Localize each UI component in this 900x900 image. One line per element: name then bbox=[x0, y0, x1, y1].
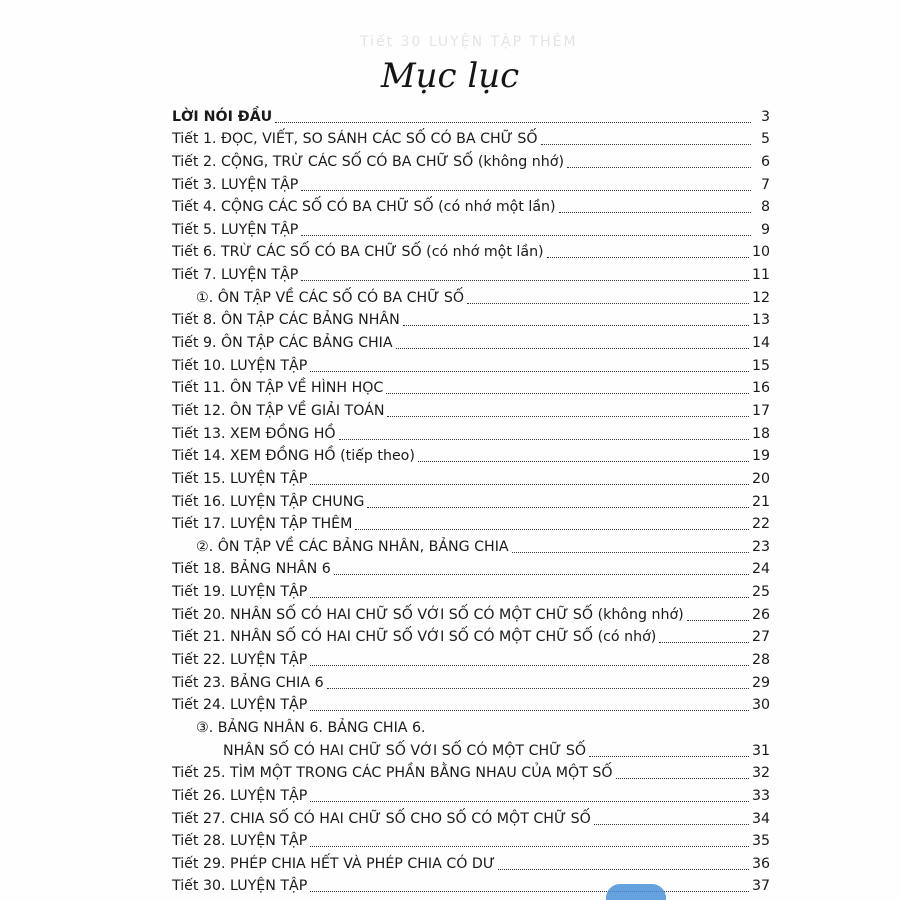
dot-leader bbox=[387, 416, 749, 417]
toc-page-number: 20 bbox=[751, 470, 770, 487]
dot-leader bbox=[559, 212, 751, 213]
toc-entry bbox=[172, 511, 770, 534]
toc-entry-label: LỜI NÓI ĐẦU bbox=[172, 108, 273, 125]
dot-leader bbox=[386, 393, 749, 394]
dot-leader bbox=[567, 167, 751, 168]
dot-leader bbox=[327, 688, 749, 689]
toc-entry-label: Tiết 30. LUYỆN TẬP bbox=[172, 878, 308, 895]
dot-leader bbox=[687, 620, 749, 621]
toc-entry-label: Tiết 16. LUYỆN TẬP CHUNG bbox=[172, 493, 365, 510]
toc-page-number: 18 bbox=[751, 425, 770, 442]
dot-leader bbox=[418, 461, 749, 462]
toc-entry-label: Tiết 2. CỘNG, TRỪ CÁC SỐ CÓ BA CHỮ SỐ (không nhớ) bbox=[172, 153, 564, 170]
toc-page-number: 12 bbox=[751, 289, 770, 306]
toc-entry bbox=[172, 782, 770, 805]
toc-entry bbox=[172, 239, 770, 262]
toc-page-number: 13 bbox=[751, 312, 770, 329]
toc-entry-label: Tiết 17. LUYỆN TẬP THÊM bbox=[172, 516, 353, 533]
toc-page-number: 7 bbox=[760, 176, 770, 193]
toc-section-entry bbox=[172, 714, 770, 737]
toc-page-number: 35 bbox=[751, 833, 770, 850]
toc-entry-label: Tiết 13. XEM ĐỒNG HỒ bbox=[172, 425, 336, 442]
toc-entry bbox=[172, 828, 770, 851]
page-title: Mục lục bbox=[380, 56, 520, 96]
toc-entry-label: Tiết 20. NHÂN SỐ CÓ HAI CHỮ SỐ VỚI SỐ CÓ MỘT CHỮ SỐ (không nhớ) bbox=[172, 606, 684, 623]
toc-page-number: 29 bbox=[751, 674, 770, 691]
toc-page-number: 14 bbox=[751, 335, 770, 352]
toc-entry bbox=[172, 850, 770, 873]
toc-entry bbox=[172, 646, 770, 669]
toc-page-number: 31 bbox=[751, 742, 770, 759]
toc-page-number: 25 bbox=[751, 584, 770, 601]
toc-entry bbox=[172, 397, 770, 420]
dot-leader bbox=[301, 280, 749, 281]
toc-entry bbox=[172, 624, 770, 647]
toc-entry bbox=[172, 216, 770, 239]
dot-leader bbox=[367, 507, 749, 508]
toc-entry bbox=[172, 578, 770, 601]
toc-entry-label: Tiết 28. LUYỆN TẬP bbox=[172, 833, 308, 850]
toc-entry bbox=[172, 465, 770, 488]
dot-leader bbox=[334, 574, 749, 575]
toc-page-number: 36 bbox=[751, 855, 770, 872]
dot-leader bbox=[301, 235, 751, 236]
toc-section-entry bbox=[172, 284, 770, 307]
toc-entry bbox=[172, 261, 770, 284]
toc-entry bbox=[172, 352, 770, 375]
toc-page-number: 32 bbox=[751, 765, 770, 782]
toc-entry-label: Tiết 19. LUYỆN TẬP bbox=[172, 584, 308, 601]
toc-entry bbox=[172, 805, 770, 828]
toc-entry bbox=[172, 556, 770, 579]
bleed-through-text: Tiết 30 LUYỆN TẬP THÊM bbox=[360, 34, 578, 50]
toc-page-number: 34 bbox=[751, 810, 770, 827]
toc-page-number: 10 bbox=[751, 244, 770, 261]
toc-entry bbox=[172, 307, 770, 330]
toc-page-number: 6 bbox=[760, 153, 770, 170]
dot-leader bbox=[310, 891, 749, 892]
dot-leader bbox=[659, 642, 749, 643]
toc-page-number: 8 bbox=[760, 199, 770, 216]
toc-entry-label: Tiết 14. XEM ĐỒNG HỒ (tiếp theo) bbox=[172, 448, 415, 465]
toc-entry bbox=[172, 873, 770, 896]
toc-entry bbox=[172, 760, 770, 783]
dot-leader bbox=[616, 778, 749, 779]
toc-page-number: 22 bbox=[751, 516, 770, 533]
table-of-contents bbox=[172, 103, 770, 895]
dot-leader bbox=[498, 869, 749, 870]
toc-entry bbox=[172, 692, 770, 715]
dot-leader bbox=[310, 846, 749, 847]
toc-entry bbox=[172, 148, 770, 171]
toc-page-number: 11 bbox=[751, 267, 770, 284]
toc-entry-label: Tiết 6. TRỪ CÁC SỐ CÓ BA CHỮ SỐ (có nhớ một lần) bbox=[172, 244, 544, 261]
toc-entry-label: Tiết 15. LUYỆN TẬP bbox=[172, 470, 308, 487]
dot-leader bbox=[589, 756, 749, 757]
toc-entry-label: Tiết 29. PHÉP CHIA HẾT VÀ PHÉP CHIA CÓ DƯ bbox=[172, 855, 495, 872]
toc-entry-label: Tiết 26. LUYỆN TẬP bbox=[172, 787, 308, 804]
toc-entry-label: Tiết 7. LUYỆN TẬP bbox=[172, 267, 299, 284]
toc-entry-label: Tiết 18. BẢNG NHÂN 6 bbox=[172, 561, 331, 578]
toc-page-number: 37 bbox=[751, 878, 770, 895]
toc-page-number: 15 bbox=[751, 357, 770, 374]
toc-entry bbox=[172, 669, 770, 692]
toc-entry-label: Tiết 27. CHIA SỐ CÓ HAI CHỮ SỐ CHO SỐ CÓ MỘT CHỮ SỐ bbox=[172, 810, 591, 827]
dot-leader bbox=[396, 348, 749, 349]
toc-entry bbox=[172, 375, 770, 398]
toc-entry-label: Tiết 23. BẢNG CHIA 6 bbox=[172, 674, 324, 691]
toc-entry-label: Tiết 1. ĐỌC, VIẾT, SO SÁNH CÁC SỐ CÓ BA CHỮ SỐ bbox=[172, 131, 538, 148]
toc-entry-label: Tiết 12. ÔN TẬP VỀ GIẢI TOÁN bbox=[172, 402, 385, 419]
toc-entry-label: ③. BẢNG NHÂN 6. BẢNG CHIA 6. bbox=[196, 719, 426, 736]
toc-section-entry bbox=[172, 737, 770, 760]
toc-entry-label: Tiết 11. ÔN TẬP VỀ HÌNH HỌC bbox=[172, 380, 384, 397]
toc-entry-label: Tiết 3. LUYỆN TẬP bbox=[172, 176, 299, 193]
corner-decoration bbox=[606, 884, 666, 900]
toc-page-number: 19 bbox=[751, 448, 770, 465]
dot-leader bbox=[310, 371, 749, 372]
toc-entry bbox=[172, 171, 770, 194]
toc-entry-label: Tiết 8. ÔN TẬP CÁC BẢNG NHÂN bbox=[172, 312, 400, 329]
toc-section-entry bbox=[172, 533, 770, 556]
toc-page-number: 33 bbox=[751, 787, 770, 804]
dot-leader bbox=[512, 552, 749, 553]
toc-entry-label: Tiết 25. TÌM MỘT TRONG CÁC PHẦN BẰNG NHAU CỦA MỘT SỐ bbox=[172, 765, 613, 782]
toc-entry bbox=[172, 601, 770, 624]
toc-page-number: 24 bbox=[751, 561, 770, 578]
toc-page-number: 9 bbox=[760, 221, 770, 238]
toc-page-number: 27 bbox=[751, 629, 770, 646]
toc-page-number: 30 bbox=[751, 697, 770, 714]
dot-leader bbox=[594, 824, 749, 825]
dot-leader bbox=[547, 257, 749, 258]
toc-page-number: 28 bbox=[751, 652, 770, 669]
toc-preface-entry bbox=[172, 103, 770, 126]
toc-entry-label: ②. ÔN TẬP VỀ CÁC BẢNG NHÂN, BẢNG CHIA bbox=[196, 538, 509, 555]
toc-page-number: 16 bbox=[751, 380, 770, 397]
dot-leader bbox=[467, 303, 749, 304]
toc-entry-label: Tiết 24. LUYỆN TẬP bbox=[172, 697, 308, 714]
toc-entry-label: NHÂN SỐ CÓ HAI CHỮ SỐ VỚI SỐ CÓ MỘT CHỮ SỐ bbox=[223, 742, 587, 759]
toc-page-number: 26 bbox=[751, 606, 770, 623]
toc-entry-label: ①. ÔN TẬP VỀ CÁC SỐ CÓ BA CHỮ SỐ bbox=[196, 289, 465, 306]
dot-leader bbox=[310, 665, 749, 666]
dot-leader bbox=[310, 597, 749, 598]
toc-entry-label: Tiết 5. LUYỆN TẬP bbox=[172, 221, 299, 238]
toc-entry bbox=[172, 329, 770, 352]
dot-leader bbox=[301, 190, 751, 191]
dot-leader bbox=[310, 801, 749, 802]
toc-page-number: 5 bbox=[760, 131, 770, 148]
toc-entry bbox=[172, 194, 770, 217]
toc-page-number: 17 bbox=[751, 402, 770, 419]
dot-leader bbox=[275, 122, 751, 123]
dot-leader bbox=[355, 529, 749, 530]
toc-entry-label: Tiết 21. NHÂN SỐ CÓ HAI CHỮ SỐ VỚI SỐ CÓ MỘT CHỮ SỐ (có nhớ) bbox=[172, 629, 657, 646]
dot-leader bbox=[541, 144, 751, 145]
toc-entry bbox=[172, 443, 770, 466]
toc-entry bbox=[172, 488, 770, 511]
toc-page-number: 3 bbox=[760, 108, 770, 125]
toc-page-number: 21 bbox=[751, 493, 770, 510]
dot-leader bbox=[403, 325, 749, 326]
toc-page-number: 23 bbox=[751, 538, 770, 555]
toc-entry-label: Tiết 9. ÔN TẬP CÁC BẢNG CHIA bbox=[172, 335, 393, 352]
toc-entry-label: Tiết 4. CỘNG CÁC SỐ CÓ BA CHỮ SỐ (có nhớ một lần) bbox=[172, 199, 556, 216]
dot-leader bbox=[310, 710, 749, 711]
dot-leader bbox=[310, 484, 749, 485]
toc-entry-label: Tiết 10. LUYỆN TẬP bbox=[172, 357, 308, 374]
toc-entry-label: Tiết 22. LUYỆN TẬP bbox=[172, 652, 308, 669]
toc-entry bbox=[172, 126, 770, 149]
toc-entry bbox=[172, 420, 770, 443]
dot-leader bbox=[339, 439, 749, 440]
